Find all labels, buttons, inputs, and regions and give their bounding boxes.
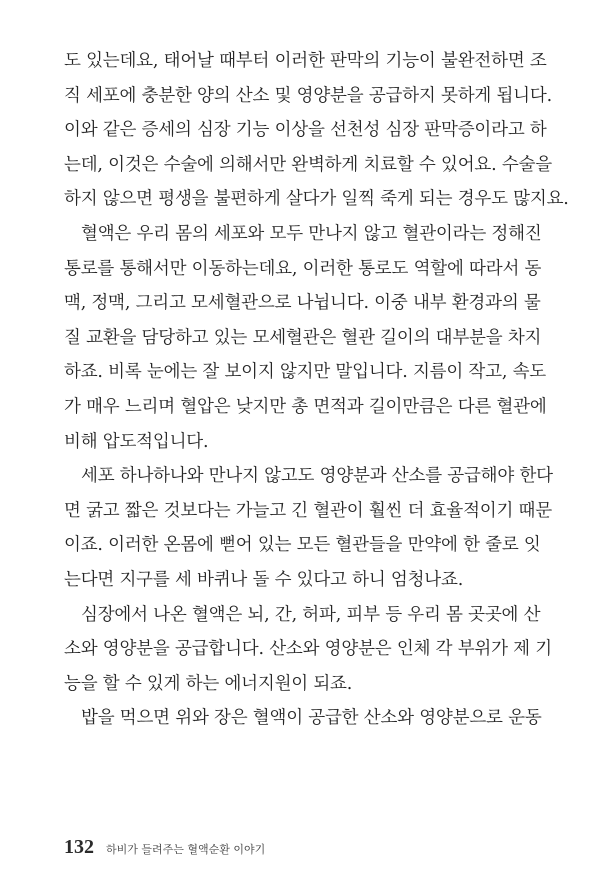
running-title: 하비가 들려주는 혈액순환 이야기 (106, 843, 266, 856)
text-line: 도 있는데요, 태어날 때부터 이러한 판막의 기능이 불완전하면 조 (64, 51, 547, 71)
text-line: 직 세포에 충분한 양의 산소 및 영양분을 공급하지 못하게 됩니다. (64, 85, 552, 106)
text-line: 통로를 통해서만 이동하는데요, 이러한 통로도 역할에 따라서 동 (64, 258, 542, 279)
text-line: 질 교환을 담당하고 있는 모세혈관은 혈관 길이의 대부분을 차지 (64, 327, 542, 348)
paragraph-3 (64, 459, 569, 597)
text-line: 혈액은 우리 몸의 세포와 모두 만나지 않고 혈관이라는 정해진 (81, 223, 542, 244)
text-line: 가 매우 느리며 혈압은 낮지만 총 면적과 길이만큼은 다른 혈관에 (64, 396, 547, 417)
paragraph-1 (64, 44, 569, 217)
text-line: 는데, 이것은 수술에 의해서만 완벽하게 치료할 수 있어요. 수술을 (64, 154, 552, 175)
text-line: 심장에서 나온 혈액은 뇌, 간, 허파, 피부 등 우리 몸 곳곳에 산 (81, 604, 541, 625)
page-number: 132 (64, 836, 94, 858)
text-line: 세포 하나하나와 만나지 않고도 영양분과 산소를 공급해야 한다 (81, 466, 553, 487)
text-line: 소와 영양분을 공급합니다. 산소와 영양분은 인체 각 부위가 제 기 (64, 639, 552, 660)
text-line: 능을 할 수 있게 하는 에너지원이 되죠. (64, 673, 353, 694)
text-line: 이죠. 이러한 온몸에 뻗어 있는 모든 혈관들을 만약에 한 줄로 잇 (64, 535, 541, 556)
text-line: 하지 않으면 평생을 불편하게 살다가 일찍 죽게 되는 경우도 많지요. (64, 189, 569, 210)
text-line: 맥, 정맥, 그리고 모세혈관으로 나뉩니다. 이중 내부 환경과의 물 (64, 293, 541, 314)
text-line: 는다면 지구를 세 바퀴나 돌 수 있다고 하니 엄청나죠. (64, 569, 464, 590)
text-line: 이와 같은 증세의 심장 기능 이상을 선천성 심장 판막증이라고 하 (64, 120, 547, 141)
text-line: 면 굵고 짧은 것보다는 가늘고 긴 혈관이 훨씬 더 효율적이기 때문 (64, 500, 552, 521)
text-line: 밥을 먹으면 위와 장은 혈액이 공급한 산소와 영양분으로 운동 (81, 708, 542, 729)
text-line: 하죠. 비록 눈에는 잘 보이지 않지만 말입니다. 지름이 작고, 속도 (64, 362, 546, 383)
paragraph-5 (64, 701, 569, 736)
page-footer (64, 836, 265, 859)
paragraph-2 (64, 217, 569, 459)
text-line: 비해 압도적입니다. (64, 431, 209, 452)
paragraph-4 (64, 598, 569, 702)
body-text (64, 44, 569, 736)
